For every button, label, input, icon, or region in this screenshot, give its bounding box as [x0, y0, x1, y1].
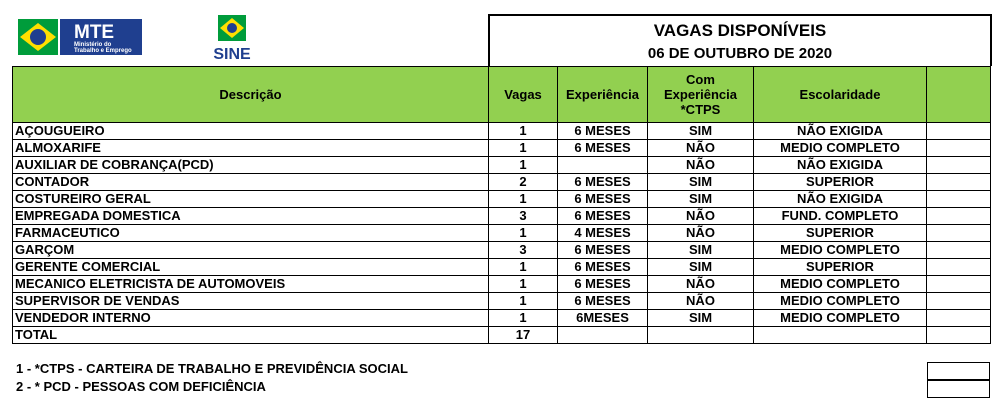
footnote-box: [927, 380, 990, 398]
cell-extra: [927, 310, 991, 327]
cell-vagas: 1: [489, 310, 558, 327]
cell-vagas: 2: [489, 174, 558, 191]
cell-experiencia: 6 MESES: [558, 123, 648, 140]
cell-escolaridade: MEDIO COMPLETO: [754, 293, 927, 310]
table-row: [13, 225, 991, 242]
col-extra: [927, 67, 991, 123]
cell-escolaridade: MEDIO COMPLETO: [754, 276, 927, 293]
cell-ctps: NÃO: [648, 208, 754, 225]
sine-logo: [204, 13, 260, 65]
cell-experiencia: 6 MESES: [558, 140, 648, 157]
cell-descricao: SUPERVISOR DE VENDAS: [13, 293, 489, 310]
cell-experiencia: 6 MESES: [558, 174, 648, 191]
table-row: [13, 123, 991, 140]
cell-ctps: SIM: [648, 123, 754, 140]
total-row: [13, 327, 991, 344]
cell-experiencia: [558, 157, 648, 174]
cell-descricao: AUXILIAR DE COBRANÇA(PCD): [13, 157, 489, 174]
cell-ctps: SIM: [648, 259, 754, 276]
mte-logo-sub1: Ministério do: [74, 42, 112, 48]
cell-descricao: MECANICO ELETRICISTA DE AUTOMOVEIS: [13, 276, 489, 293]
cell-descricao: ALMOXARIFE: [13, 140, 489, 157]
total-value: 17: [489, 327, 558, 344]
cell-ctps: SIM: [648, 191, 754, 208]
cell-ctps: SIM: [648, 242, 754, 259]
cell-escolaridade: FUND. COMPLETO: [754, 208, 927, 225]
cell-experiencia: 6 MESES: [558, 242, 648, 259]
cell-escolaridade: NÃO EXIGIDA: [754, 191, 927, 208]
vagas-table: [12, 66, 991, 344]
cell-escolaridade: NÃO EXIGIDA: [754, 157, 927, 174]
col-com-experiencia-ctps: [648, 67, 754, 123]
cell-experiencia: 6 MESES: [558, 208, 648, 225]
col-com-line3: *CTPS: [680, 102, 721, 117]
table-row: [13, 259, 991, 276]
cell-vagas: 1: [489, 157, 558, 174]
cell-vagas: 1: [489, 225, 558, 242]
total-label: TOTAL: [13, 327, 489, 344]
cell-vagas: 3: [489, 208, 558, 225]
cell-ctps: SIM: [648, 310, 754, 327]
table-row: [13, 310, 991, 327]
mte-logo: [16, 15, 144, 59]
cell-experiencia: 6 MESES: [558, 191, 648, 208]
cell-experiencia: 4 MESES: [558, 225, 648, 242]
table-row: [13, 157, 991, 174]
document-header: [12, 12, 990, 66]
cell-descricao: CONTADOR: [13, 174, 489, 191]
col-experiencia: Experiência: [558, 67, 648, 123]
cell-descricao: FARMACEUTICO: [13, 225, 489, 242]
cell-extra: [927, 242, 991, 259]
cell-descricao: VENDEDOR INTERNO: [13, 310, 489, 327]
cell-descricao: EMPREGADA DOMESTICA: [13, 208, 489, 225]
table-row: [13, 140, 991, 157]
cell-vagas: 1: [489, 140, 558, 157]
mte-logo-sub2: Trabalho e Emprego: [74, 48, 132, 54]
table-row: [13, 174, 991, 191]
col-com-line1: Com: [686, 72, 715, 87]
page-title: VAGAS DISPONÍVEIS: [653, 21, 827, 40]
cell-ctps: NÃO: [648, 157, 754, 174]
cell-extra: [927, 208, 991, 225]
cell-empty: [558, 327, 648, 344]
col-com-line2: Experiência: [664, 87, 737, 102]
cell-descricao: GERENTE COMERCIAL: [13, 259, 489, 276]
cell-extra: [927, 157, 991, 174]
page-date: 06 DE OUTUBRO DE 2020: [647, 45, 833, 62]
cell-vagas: 3: [489, 242, 558, 259]
table-header-row: [13, 67, 991, 123]
col-descricao: Descrição: [13, 67, 489, 123]
cell-extra: [927, 293, 991, 310]
cell-escolaridade: NÃO EXIGIDA: [754, 123, 927, 140]
table-row: [13, 191, 991, 208]
cell-ctps: SIM: [648, 174, 754, 191]
title-box: [488, 14, 992, 66]
cell-escolaridade: SUPERIOR: [754, 225, 927, 242]
cell-escolaridade: MEDIO COMPLETO: [754, 310, 927, 327]
table-row: [13, 242, 991, 259]
cell-vagas: 1: [489, 191, 558, 208]
cell-experiencia: 6 MESES: [558, 259, 648, 276]
cell-extra: [927, 259, 991, 276]
cell-escolaridade: MEDIO COMPLETO: [754, 242, 927, 259]
cell-extra: [927, 174, 991, 191]
table-row: [13, 276, 991, 293]
col-escolaridade: Escolaridade: [754, 67, 927, 123]
cell-extra: [927, 276, 991, 293]
cell-vagas: 1: [489, 259, 558, 276]
cell-escolaridade: MEDIO COMPLETO: [754, 140, 927, 157]
sine-logo-text: SINE: [213, 46, 251, 63]
table-row: [13, 208, 991, 225]
cell-ctps: NÃO: [648, 293, 754, 310]
footnote-pcd: 2 - * PCD - PESSOAS COM DEFICIÊNCIA: [16, 379, 266, 394]
cell-extra: [927, 327, 991, 344]
cell-experiencia: 6 MESES: [558, 276, 648, 293]
cell-extra: [927, 225, 991, 242]
cell-empty: [754, 327, 927, 344]
cell-vagas: 1: [489, 123, 558, 140]
cell-ctps: NÃO: [648, 225, 754, 242]
cell-descricao: GARÇOM: [13, 242, 489, 259]
cell-vagas: 1: [489, 293, 558, 310]
cell-ctps: NÃO: [648, 276, 754, 293]
cell-extra: [927, 191, 991, 208]
cell-escolaridade: SUPERIOR: [754, 259, 927, 276]
mte-logo-text: MTE: [74, 22, 115, 43]
cell-extra: [927, 140, 991, 157]
cell-descricao: COSTUREIRO GERAL: [13, 191, 489, 208]
cell-empty: [648, 327, 754, 344]
cell-extra: [927, 123, 991, 140]
cell-ctps: NÃO: [648, 140, 754, 157]
cell-vagas: 1: [489, 276, 558, 293]
footnote-ctps: 1 - *CTPS - CARTEIRA DE TRABALHO E PREVIDÊNCIA SOCIAL: [16, 361, 408, 376]
cell-escolaridade: SUPERIOR: [754, 174, 927, 191]
col-vagas: Vagas: [489, 67, 558, 123]
table-row: [13, 293, 991, 310]
cell-experiencia: 6MESES: [558, 310, 648, 327]
cell-experiencia: 6 MESES: [558, 293, 648, 310]
footnote-box: [927, 362, 990, 380]
cell-descricao: AÇOUGUEIRO: [13, 123, 489, 140]
